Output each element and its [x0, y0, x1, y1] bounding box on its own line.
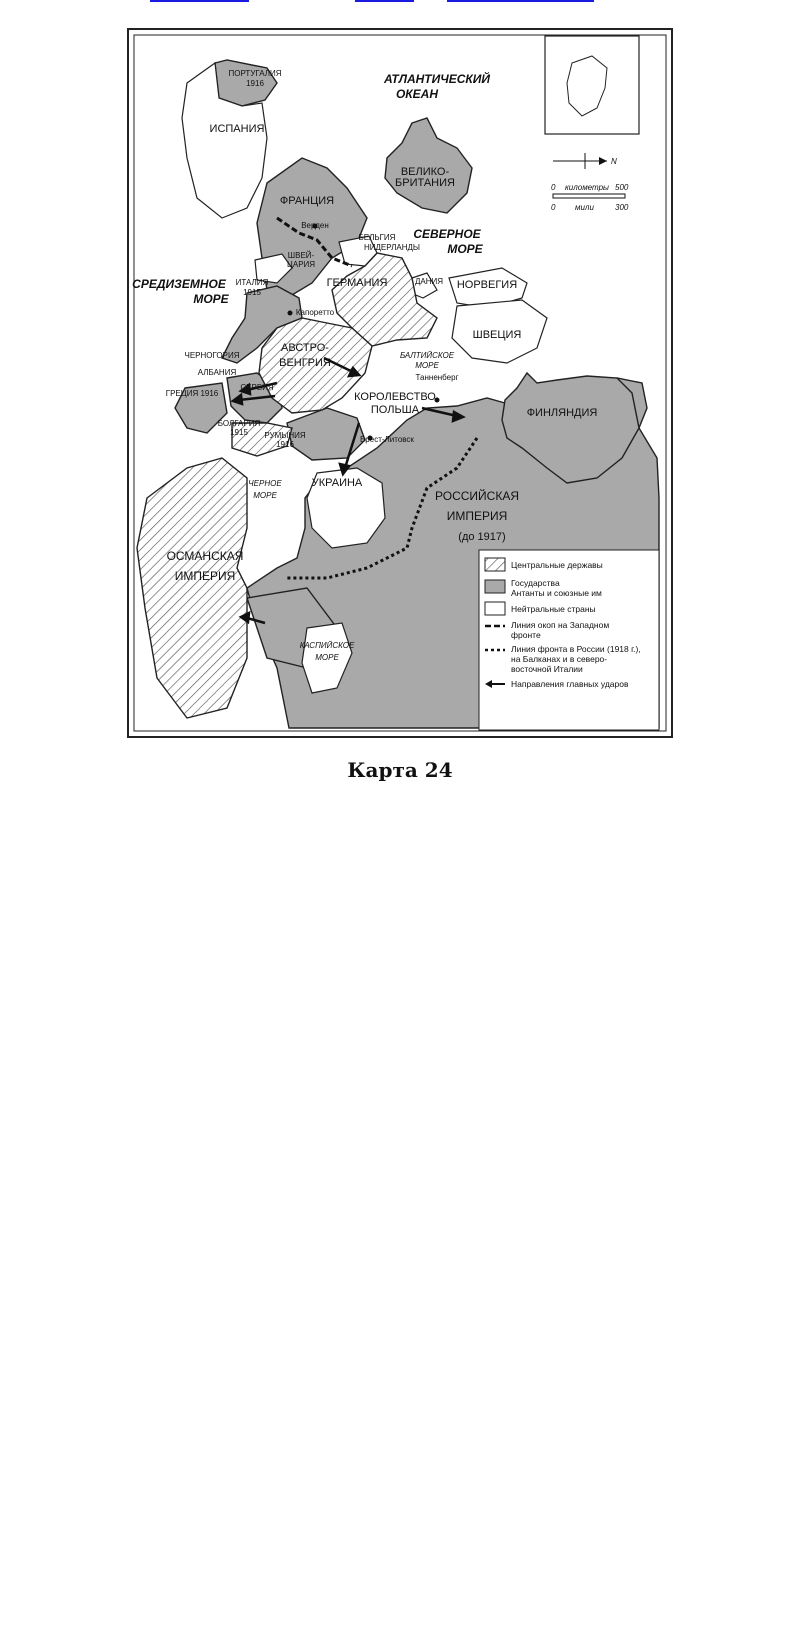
- inset-box: [545, 36, 639, 134]
- ukraine-label: УКРАИНА: [311, 477, 363, 489]
- map-caption: Карта 24: [347, 758, 453, 782]
- germany-label: ГЕРМАНИЯ: [326, 277, 388, 289]
- scale-mi-label: мили: [575, 203, 594, 212]
- switzerland-label-1: ШВЕЙ-: [287, 251, 315, 260]
- scale-km-label: километры: [565, 183, 609, 192]
- scale-km-0: 0: [551, 183, 556, 192]
- finland-label: ФИНЛЯНДИЯ: [526, 407, 598, 419]
- map-figure: [127, 28, 673, 738]
- ww1-europe-map: [127, 28, 673, 738]
- caspian-sea-label-2: МОРЕ: [315, 653, 339, 662]
- legend-central: Центральные державы: [511, 560, 603, 570]
- north-sea-label-2: МОРЕ: [447, 242, 483, 256]
- poland-label-2: ПОЛЬША: [370, 404, 420, 416]
- brest-label: Брест-Литовск: [360, 435, 414, 444]
- north-sea-label-1: СЕВЕРНОЕ: [413, 227, 481, 241]
- med-sea-label-1: СРЕДИЗЕМНОЕ: [132, 277, 226, 291]
- tannenberg-label: Танненберг: [415, 373, 459, 382]
- ottoman-label-1: ОСМАНСКАЯ: [166, 549, 244, 563]
- sweden-label: ШВЕЦИЯ: [472, 329, 522, 341]
- atlantic-label-2: ОКЕАН: [395, 87, 439, 101]
- black-sea-label-1: ЧЕРНОЕ: [248, 479, 282, 488]
- legend-eastern-2: на Балканах и в северо-: [511, 654, 608, 664]
- poland-label-1: КОРОЛЕВСТВО: [354, 391, 436, 403]
- britain-label-2: БРИТАНИЯ: [395, 177, 455, 189]
- russia-label-3: (до 1917): [458, 531, 506, 543]
- romania-label-2: 1916: [276, 440, 294, 449]
- scale-km-500: 500: [615, 183, 629, 192]
- nav-link-2[interactable]: [355, 0, 414, 2]
- compass-n: N: [611, 157, 617, 166]
- verdun-label: Верден: [301, 221, 329, 230]
- portugal-label-2: 1916: [246, 79, 264, 88]
- france-label: ФРАНЦИЯ: [279, 195, 335, 207]
- legend-swatch-central: [485, 558, 505, 571]
- greece-label: ГРЕЦИЯ 1916: [165, 389, 219, 398]
- legend-neutral: Нейтральные страны: [511, 604, 596, 614]
- legend: [479, 550, 659, 730]
- russia-label-2: ИМПЕРИЯ: [446, 509, 508, 523]
- spain-label: ИСПАНИЯ: [209, 123, 265, 135]
- atlantic-label-1: АТЛАНТИЧЕСКИЙ: [383, 72, 491, 86]
- norway-label: НОРВЕГИЯ: [456, 279, 518, 291]
- italy-label-2: 1915: [243, 288, 261, 297]
- legend-eastern-3: восточной Италии: [511, 664, 583, 674]
- nav-link-3[interactable]: [447, 0, 594, 2]
- legend-western-1: Линия окоп на Западном: [511, 620, 610, 630]
- austria-hungary-label-1: АВСТРО-: [281, 342, 329, 354]
- legend-entente-1: Государства: [511, 578, 560, 588]
- denmark-label: ДАНИЯ: [414, 277, 444, 286]
- legend-eastern-1: Линия фронта в России (1918 г.),: [511, 644, 641, 654]
- serbia-label: СЕРБИЯ: [240, 383, 274, 392]
- legend-swatch-neutral: [485, 602, 505, 615]
- netherlands-label: НИДЕРЛАНДЫ: [363, 243, 421, 252]
- switzerland-label-2: ЦАРИЯ: [286, 260, 316, 269]
- albania-label: АЛБАНИЯ: [197, 368, 237, 377]
- caporetto-label: Капоретто: [295, 308, 335, 317]
- scale-mi-300: 300: [615, 203, 629, 212]
- caspian-sea-label-1: КАСПИЙСКОЕ: [299, 641, 355, 650]
- legend-western-2: фронте: [511, 630, 541, 640]
- portugal-label-1: ПОРТУГАЛИЯ: [228, 69, 282, 78]
- montenegro-label: ЧЕРНОГОРИЯ: [184, 351, 240, 360]
- med-sea-label-2: МОРЕ: [193, 292, 229, 306]
- russia-label-1: РОССИЙСКАЯ: [435, 489, 519, 503]
- legend-attacks: Направления главных ударов: [511, 679, 629, 689]
- britain-label-1: ВЕЛИКО-: [400, 166, 450, 178]
- black-sea-label-2: МОРЕ: [253, 491, 277, 500]
- bulgaria-label-2: 1915: [230, 428, 248, 437]
- ottoman-label-2: ИМПЕРИЯ: [174, 569, 236, 583]
- nav-link-1[interactable]: [150, 0, 249, 2]
- scale-mi-0: 0: [551, 203, 556, 212]
- belgium-label: БЕЛЬГИЯ: [358, 233, 396, 242]
- baltic-sea-label-2: МОРЕ: [415, 361, 439, 370]
- baltic-sea-label-1: БАЛТИЙСКОЕ: [399, 351, 455, 360]
- romania-label-1: РУМЫНИЯ: [264, 431, 306, 440]
- austria-hungary-label-2: ВЕНГРИЯ: [279, 357, 331, 369]
- italy-label-1: ИТАЛИЯ: [235, 278, 269, 287]
- legend-swatch-entente: [485, 580, 505, 593]
- legend-entente-2: Антанты и союзные им: [511, 588, 602, 598]
- bulgaria-label-1: БОЛГАРИЯ: [217, 419, 261, 428]
